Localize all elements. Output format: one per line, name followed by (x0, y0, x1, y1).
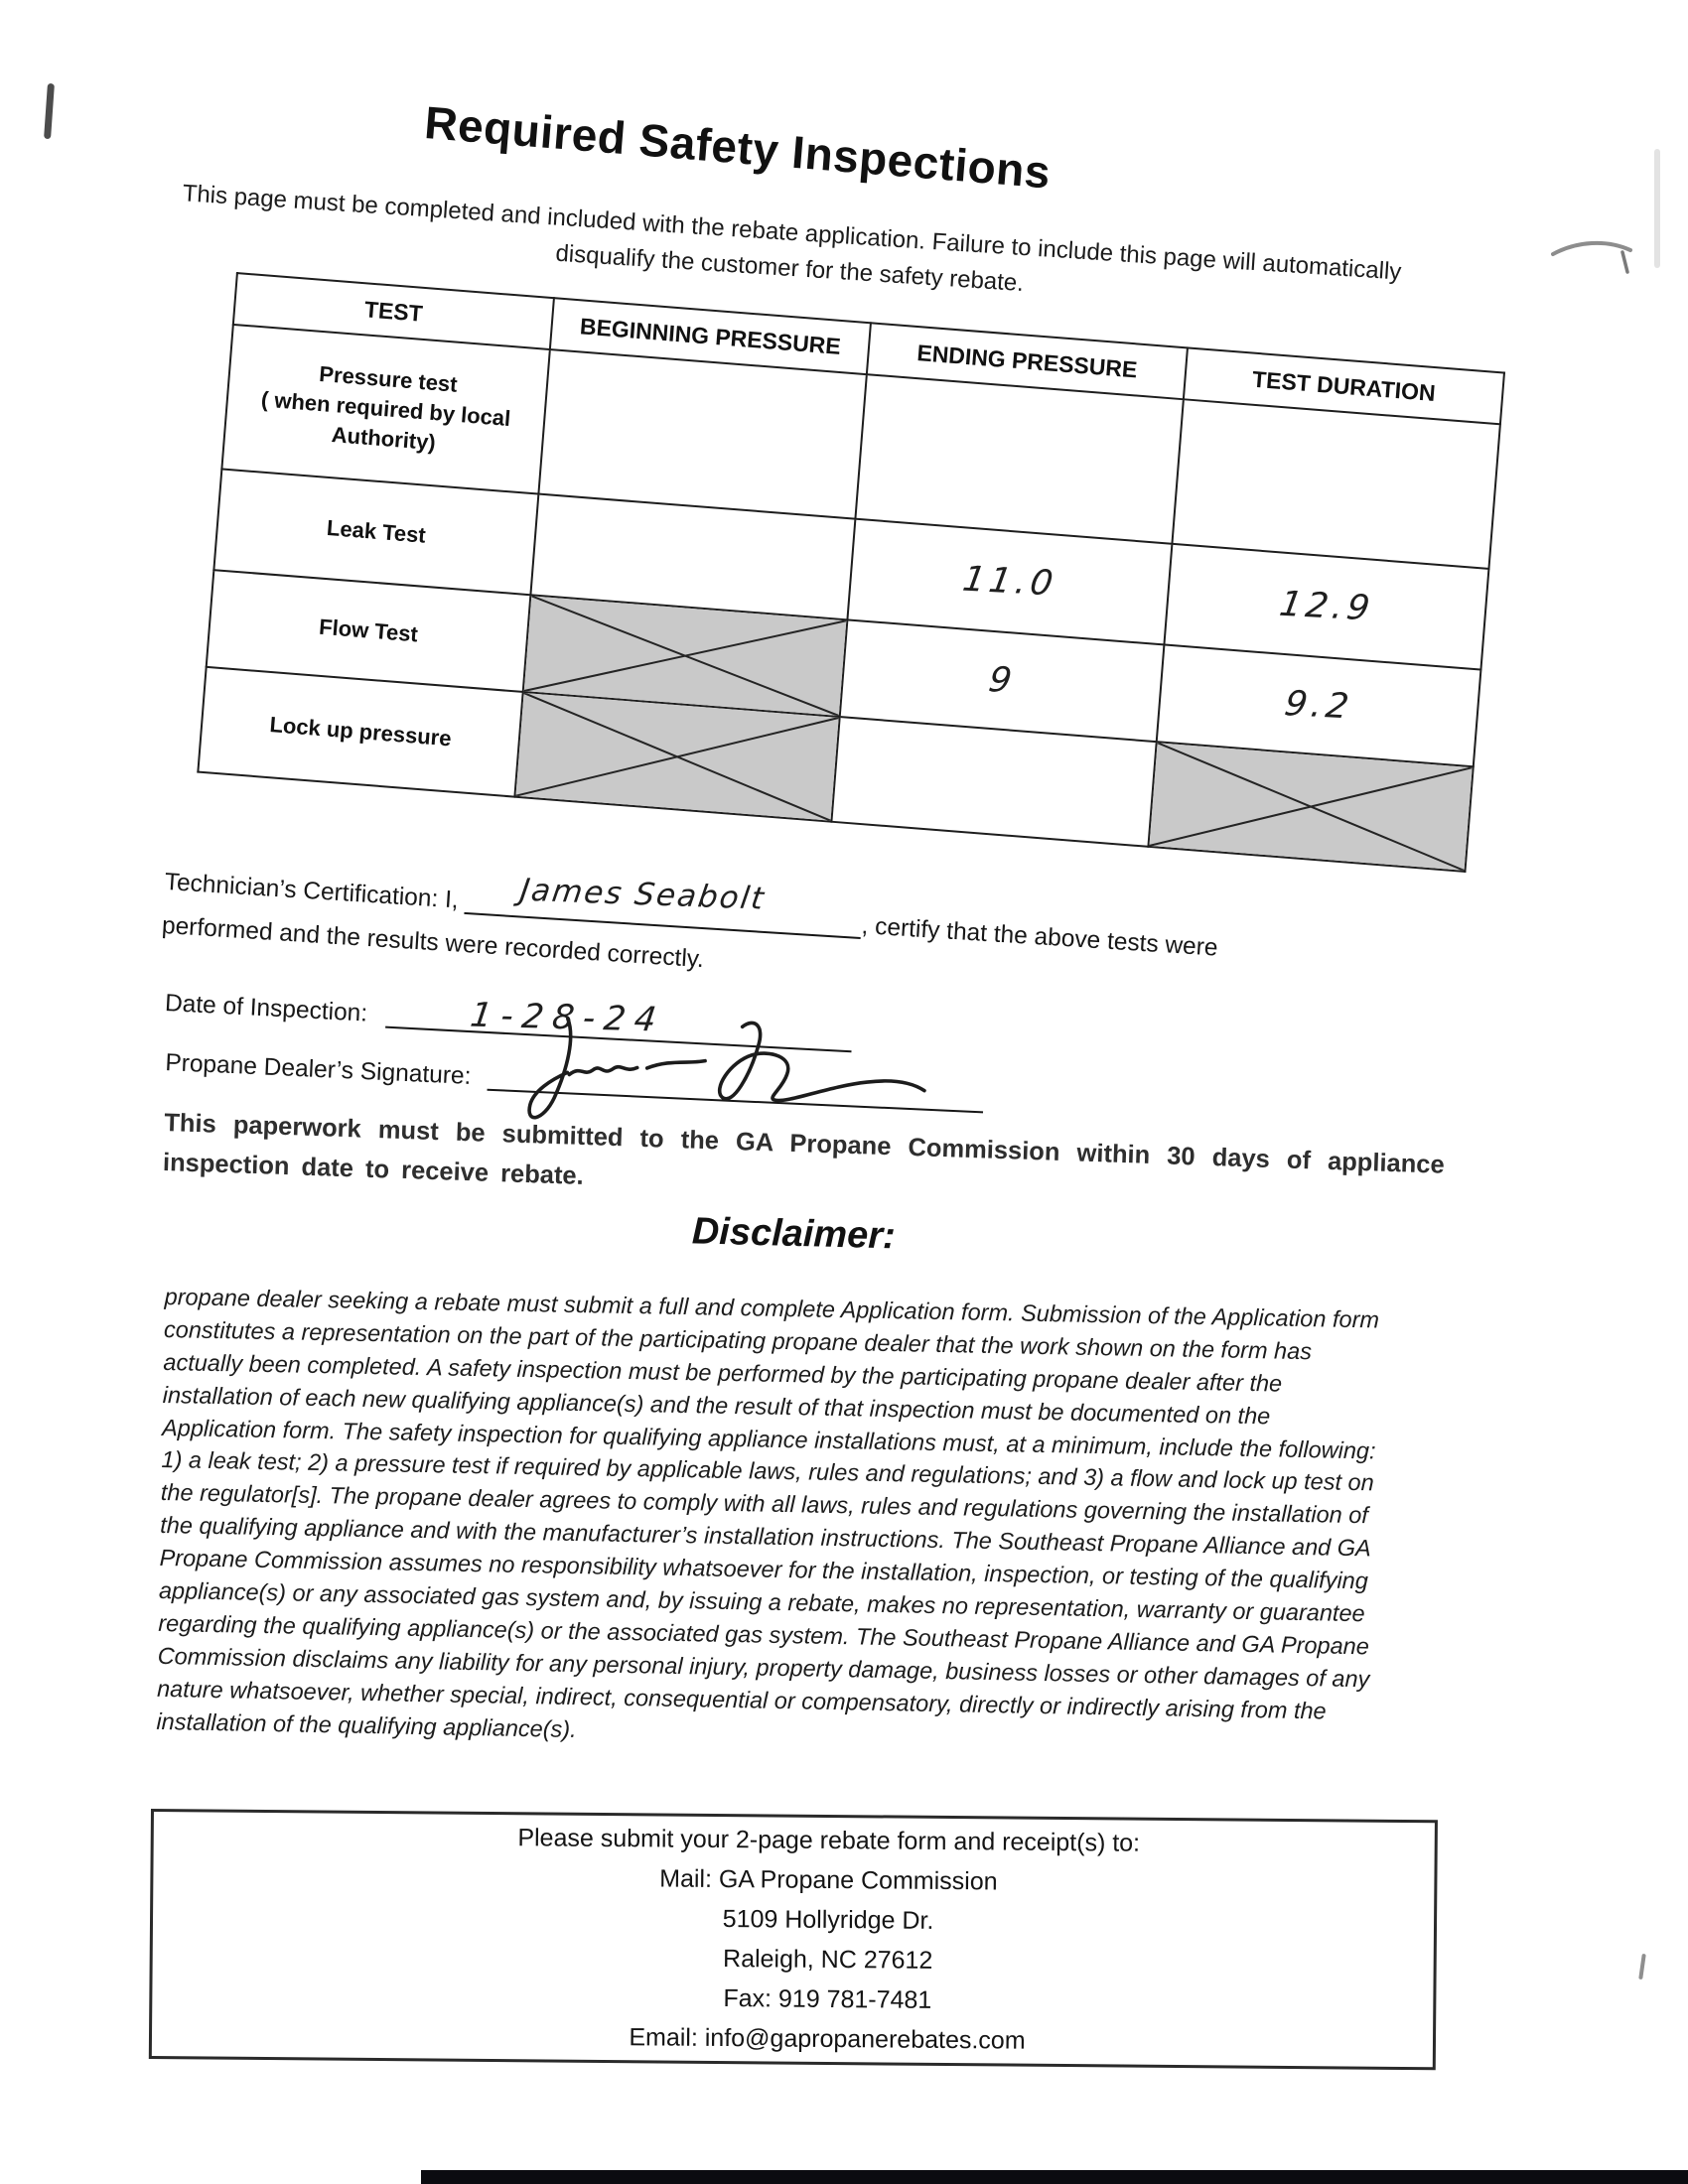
row-label-leak-test: Leak Test (213, 469, 538, 595)
submit-box-mail: Mail: GA Propane Commission (659, 1864, 998, 1896)
col-header-ending-pressure: ENDING PRESSURE (867, 323, 1188, 399)
scan-artifact-bottom-bar (421, 2170, 1688, 2184)
row-label-flow-test: Flow Test (207, 570, 531, 692)
certification-line2: performed and the results were recorded correctly. (161, 911, 705, 974)
disclaimer-heading: Disclaimer: (691, 1210, 897, 1258)
submit-box-heading: Please submit your 2-page rebate form and receipt(s) to: (517, 1824, 1141, 1857)
submit-box-email: Email: info@gapropanerebates.com (629, 2023, 1026, 2055)
submit-instructions-box (149, 1809, 1438, 2070)
pressure-test-beginning-cell (538, 349, 866, 519)
certification-suffix: , certify that the above tests were (860, 912, 1219, 962)
submit-box-fax: Fax: 919 781-7481 (723, 1984, 932, 2014)
handwritten-value: 9 (985, 660, 1019, 702)
submit-box-address: 5109 Hollyridge Dr. (722, 1905, 934, 1935)
scan-artifact-edge-smudge (1654, 149, 1660, 268)
certification-prefix: Technician’s Certification: I, (163, 868, 460, 914)
scan-artifact-hook-mark (1551, 236, 1640, 280)
handwritten-value: 12.9 (1276, 584, 1376, 629)
date-label: Date of Inspection: (164, 989, 368, 1027)
page-title: Required Safety Inspections (422, 95, 1053, 199)
technician-name-field (465, 873, 864, 939)
safety-tests-table (197, 272, 1505, 873)
scan-artifact-left-mark (44, 83, 55, 139)
disclaimer-body: propane dealer seeking a rebate must submit a full and complete Application form. Submission of the Application form constitutes a representation on the part of the participating propane dealer that the work shown on the form has actually been completed. A safety inspection must be performed by the participating propane dealer after the installation of each new qualifying appliance(s) and the result of that inspection must be documented on the Application form. The safety inspection for qualifying appliance installations must, at a minimum, include the following: 1) a leak test; 2) a pressure test if required by applicable laws, rules and regulations; and 3) a flow and lock up test on the regulator[s]. The propane dealer agrees to comply with all laws, rules and regulations governing the installation of the qualifying appliance and with the manufacturer’s installation instructions. The Southeast Propane Alliance and GA Propane Commission assumes no responsibility whatsoever for the installation, inspection, or testing of the qualifying appliance(s) or any associated gas system and, by issuing a rebate, makes no representation, warranty or guarantee regarding the qualifying appliance(s) or the associated gas system. The Southeast Propane Alliance and GA Propane Commission disclaims any liability for any personal injury, property damage, business losses or other damages of any nature whatsoever, whether special, indirect, consequential or compensatory, directly or indirectly arising from the installation of the qualifying appliance(s). (156, 1283, 1380, 1742)
technician-name-handwritten: James Seabolt (517, 872, 769, 917)
date-handwritten: 1-28-24 (468, 995, 668, 1040)
handwritten-value: 11.0 (959, 559, 1059, 605)
row-label-lock-up-pressure: Lock up pressure (198, 667, 522, 797)
propane-dealer-signature (165, 1028, 985, 1114)
crossed-out-marker (1149, 743, 1472, 871)
col-header-test: TEST (233, 273, 554, 349)
pressure-test-ending-cell (855, 374, 1183, 544)
submission-notice: This paperwork must be submitted to the GA Propane Commission within 30 days of appliance inspection date to receive rebate. (162, 1108, 1446, 1190)
pressure-test-duration-cell (1172, 399, 1499, 569)
intro-paragraph: This page must be completed and included with the rebate application. Failure to include this page will automatically disqualify the customer for the safety rebate. (181, 180, 1403, 298)
signature-label: Propane Dealer’s Signature: (164, 1048, 472, 1090)
crossed-out-marker (515, 693, 838, 821)
signature-field (488, 1049, 985, 1114)
row-label-pressure-test: Pressure test ( when required by local Authority) (221, 325, 549, 494)
handwritten-value: 9.2 (1282, 684, 1356, 728)
scan-artifact-right-tick (1638, 1954, 1646, 1979)
col-header-test-duration: TEST DURATION (1184, 347, 1504, 424)
submit-box-city: Raleigh, NC 27612 (722, 1945, 933, 1975)
col-header-beginning-pressure: BEGINNING PRESSURE (550, 298, 871, 374)
